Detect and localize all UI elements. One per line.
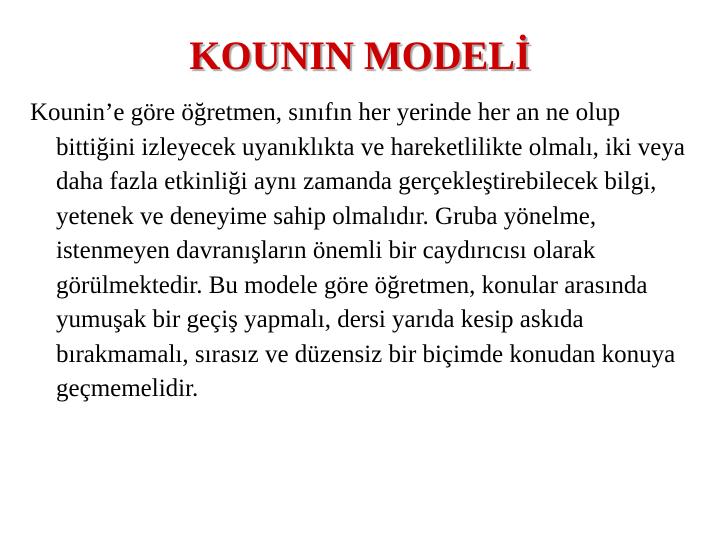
slide-body-paragraph: Kounin’e göre öğretmen, sınıfın her yerinde her an ne olup bittiğini izleyecek uyanıklıkta ve hareketlilikte olmalı, iki veya daha fazla etkinliği aynı zamanda gerçekleştirebilecek bilgi, yetenek ve deneyime sahip olmalıdır. Gruba yönelme, istenmeyen davranışların önemli bir caydırıcısı olarak görülmektedir. Bu modele göre öğretmen, konular arasında yumuşak bir geçiş yapmalı, dersi yarıda kesip askıda bırakmamalı, sırasız ve düzensiz bir biçimde konudan konuya geçmemelidir. [30, 99, 685, 402]
slide-title: KOUNIN MODELİ [189, 33, 531, 78]
